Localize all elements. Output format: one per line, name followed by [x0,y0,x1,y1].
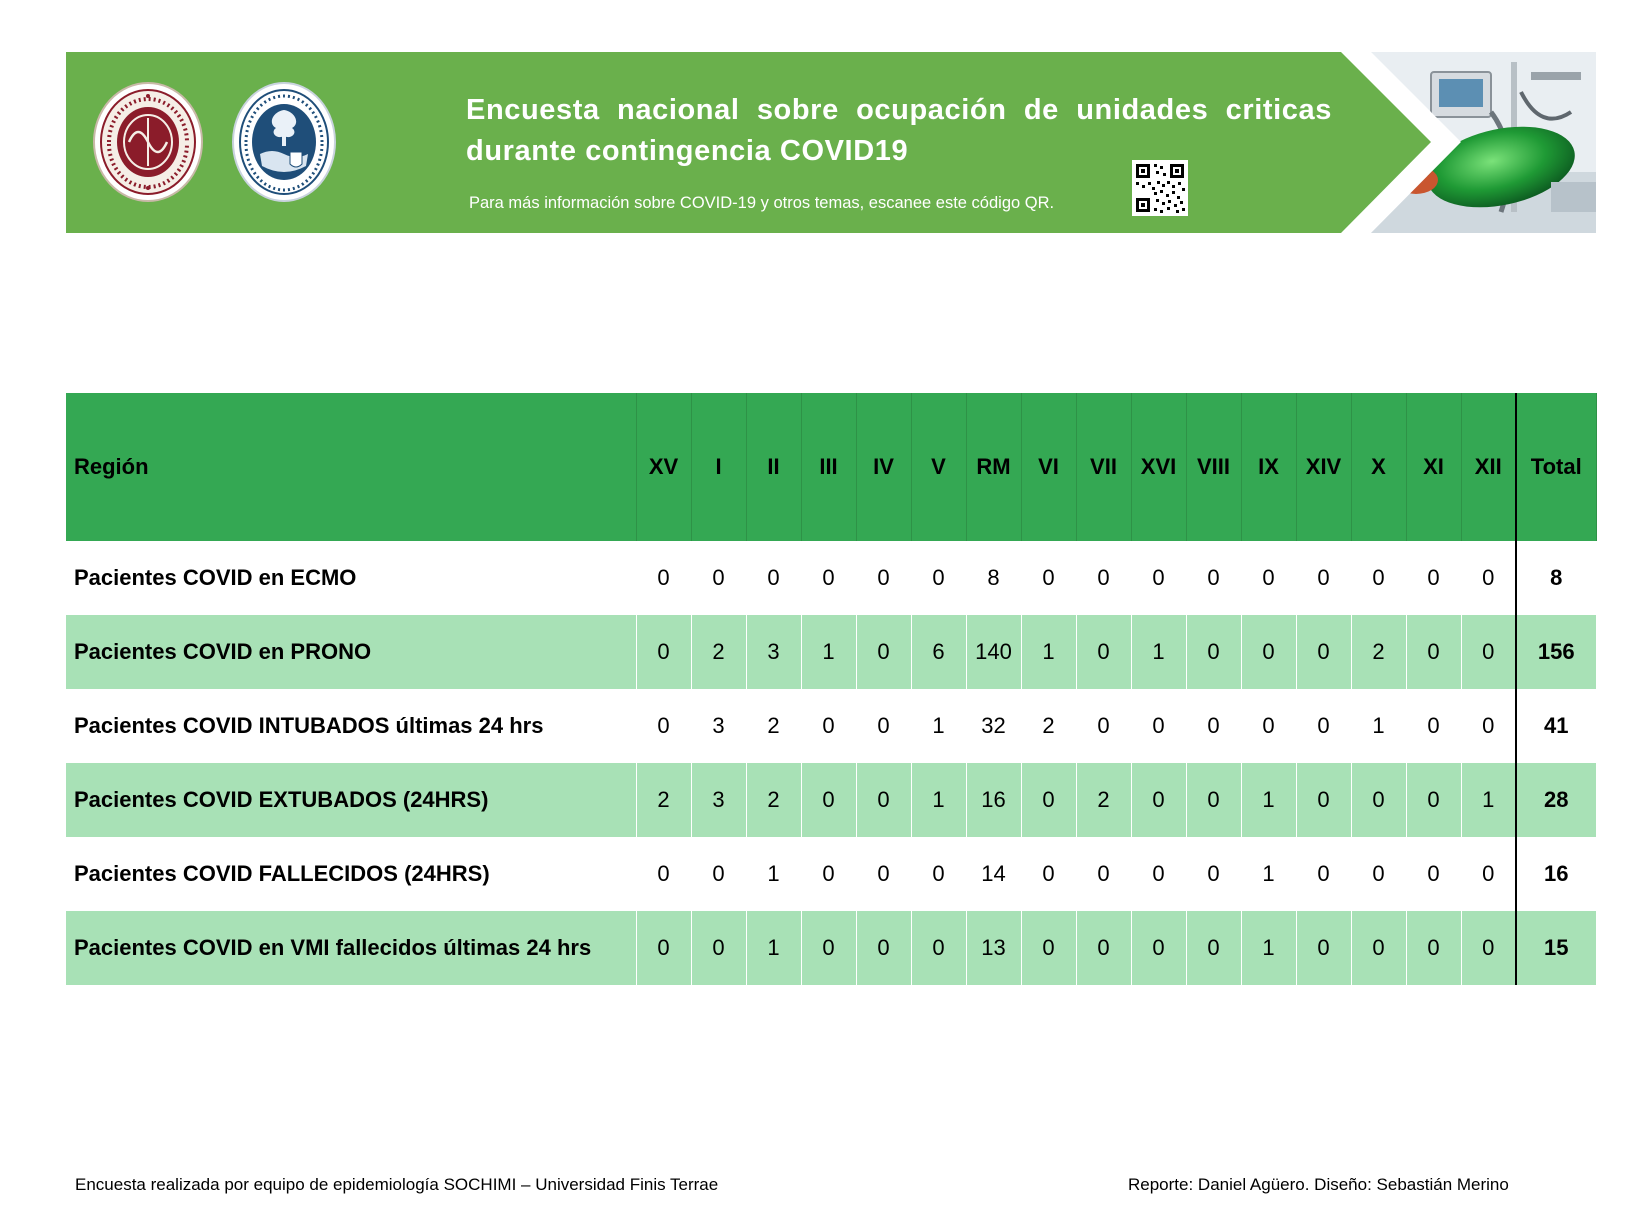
column-header: II [746,393,801,541]
table-cell: 0 [1296,763,1351,837]
table-cell: 2 [1351,615,1406,689]
table-cell: 0 [1021,837,1076,911]
table-cell: 1 [1131,615,1186,689]
table-cell: 1 [1241,911,1296,985]
column-header: RM [966,393,1021,541]
table-cell: 0 [801,689,856,763]
footer-credit-right: Reporte: Daniel Agüero. Diseño: Sebastián Merino [1128,1175,1509,1194]
table-cell: 0 [1186,689,1241,763]
column-header: VII [1076,393,1131,541]
table-cell: 0 [856,689,911,763]
table-cell: 0 [1461,541,1516,615]
finis-terrae-logo-icon [232,82,336,202]
table-cell: 0 [1406,911,1461,985]
table-cell: 0 [1351,541,1406,615]
table-cell: 0 [1241,689,1296,763]
table-cell: 0 [636,615,691,689]
data-table [66,393,1597,985]
table-cell: 2 [746,763,801,837]
table-cell: 0 [1406,837,1461,911]
table-cell: 0 [1296,615,1351,689]
row-label: Pacientes COVID en ECMO [66,541,636,615]
table-cell: 0 [856,541,911,615]
table-cell: 0 [636,911,691,985]
table-cell: 6 [911,615,966,689]
table-cell: 0 [801,541,856,615]
table-cell: 0 [1351,763,1406,837]
column-header-region: Región [66,393,636,541]
table-cell: 2 [1021,689,1076,763]
table-row [66,689,1596,763]
table-cell: 0 [1186,837,1241,911]
column-header: XV [636,393,691,541]
row-total: 156 [1516,615,1596,689]
table-cell: 13 [966,911,1021,985]
table-cell: 0 [1131,911,1186,985]
table-cell: 0 [691,837,746,911]
table-cell: 0 [1076,911,1131,985]
table-cell: 1 [1351,689,1406,763]
table-cell: 0 [856,911,911,985]
table-cell: 0 [1131,689,1186,763]
table-cell: 3 [746,615,801,689]
table-cell: 0 [1241,541,1296,615]
table-row [66,541,1596,615]
table-cell: 1 [911,763,966,837]
row-total: 41 [1516,689,1596,763]
table-cell: 0 [1131,763,1186,837]
table-cell: 0 [691,911,746,985]
table-cell: 0 [1461,837,1516,911]
table-cell: 0 [746,541,801,615]
banner-title-line2: durante contingencia COVID19 [466,135,909,167]
sochimi-logo-icon [93,82,203,202]
table-cell: 0 [1186,763,1241,837]
table-cell: 0 [911,541,966,615]
table-cell: 0 [691,541,746,615]
table-cell: 0 [1461,689,1516,763]
table-cell: 1 [746,837,801,911]
column-header: XVI [1131,393,1186,541]
column-header: V [911,393,966,541]
table-cell: 0 [1296,911,1351,985]
table-cell: 140 [966,615,1021,689]
table-cell: 2 [691,615,746,689]
table-cell: 14 [966,837,1021,911]
table-cell: 0 [1186,541,1241,615]
occupancy-table [66,393,1596,985]
table-cell: 0 [1406,689,1461,763]
table-cell: 8 [966,541,1021,615]
row-label: Pacientes COVID FALLECIDOS (24HRS) [66,837,636,911]
table-cell: 0 [1241,615,1296,689]
column-header: VIII [1186,393,1241,541]
column-header: IV [856,393,911,541]
table-cell: 16 [966,763,1021,837]
table-cell: 32 [966,689,1021,763]
table-cell: 0 [1021,911,1076,985]
column-header: VI [1021,393,1076,541]
column-header: IX [1241,393,1296,541]
row-total: 16 [1516,837,1596,911]
table-cell: 0 [801,837,856,911]
row-total: 15 [1516,911,1596,985]
table-cell: 0 [1461,911,1516,985]
table-cell: 1 [1461,763,1516,837]
table-cell: 0 [1351,911,1406,985]
table-cell: 0 [636,541,691,615]
table-cell: 0 [1021,541,1076,615]
table-cell: 2 [746,689,801,763]
table-cell: 0 [1296,689,1351,763]
banner-title-line1: Encuesta nacional sobre ocupación de unidades criticas [466,94,1332,126]
footer-credit-left: Encuesta realizada por equipo de epidemiología SOCHIMI – Universidad Finis Terrae [75,1175,719,1194]
column-header-total: Total [1516,393,1596,541]
table-row [66,763,1596,837]
table-cell: 0 [1076,837,1131,911]
table-row [66,615,1596,689]
table-cell: 0 [1461,615,1516,689]
row-label: Pacientes COVID EXTUBADOS (24HRS) [66,763,636,837]
column-header: I [691,393,746,541]
table-cell: 0 [856,615,911,689]
column-header: III [801,393,856,541]
table-cell: 0 [1131,837,1186,911]
table-cell: 1 [1241,837,1296,911]
column-header: XI [1406,393,1461,541]
table-cell: 0 [1296,837,1351,911]
table-cell: 0 [1296,541,1351,615]
table-row [66,911,1596,985]
table-cell: 2 [1076,763,1131,837]
table-cell: 0 [1076,541,1131,615]
table-cell: 1 [801,615,856,689]
table-cell: 0 [1186,911,1241,985]
table-cell: 0 [911,837,966,911]
column-header: XIV [1296,393,1351,541]
qr-code-icon[interactable] [1132,160,1188,216]
row-label: Pacientes COVID en VMI fallecidos últimas 24 hrs [66,911,636,985]
table-header-row [66,393,1596,541]
table-cell: 0 [1406,541,1461,615]
table-cell: 0 [801,763,856,837]
banner-title [466,90,1332,172]
table-cell: 0 [1076,689,1131,763]
row-label: Pacientes COVID en PRONO [66,615,636,689]
table-cell: 0 [911,911,966,985]
table-cell: 2 [636,763,691,837]
table-row [66,837,1596,911]
table-cell: 0 [1021,763,1076,837]
table-cell: 1 [911,689,966,763]
table-cell: 0 [636,837,691,911]
header-banner [66,52,1596,233]
table-cell: 0 [856,763,911,837]
table-cell: 0 [1186,615,1241,689]
row-label: Pacientes COVID INTUBADOS últimas 24 hrs [66,689,636,763]
table-cell: 1 [1021,615,1076,689]
table-cell: 0 [1406,763,1461,837]
table-cell: 0 [1131,541,1186,615]
banner-subtitle: Para más información sobre COVID-19 y otros temas, escanee este código QR. [469,194,1055,212]
table-cell: 3 [691,763,746,837]
table-cell: 0 [856,837,911,911]
table-cell: 0 [1406,615,1461,689]
table-cell: 0 [636,689,691,763]
table-cell: 0 [1351,837,1406,911]
ventilator-photo-icon [1371,52,1596,233]
column-header: XII [1461,393,1516,541]
table-cell: 3 [691,689,746,763]
table-cell: 0 [1076,615,1131,689]
table-body [66,541,1596,985]
table-cell: 0 [801,911,856,985]
row-total: 28 [1516,763,1596,837]
column-header: X [1351,393,1406,541]
row-total: 8 [1516,541,1596,615]
table-cell: 1 [1241,763,1296,837]
table-cell: 1 [746,911,801,985]
